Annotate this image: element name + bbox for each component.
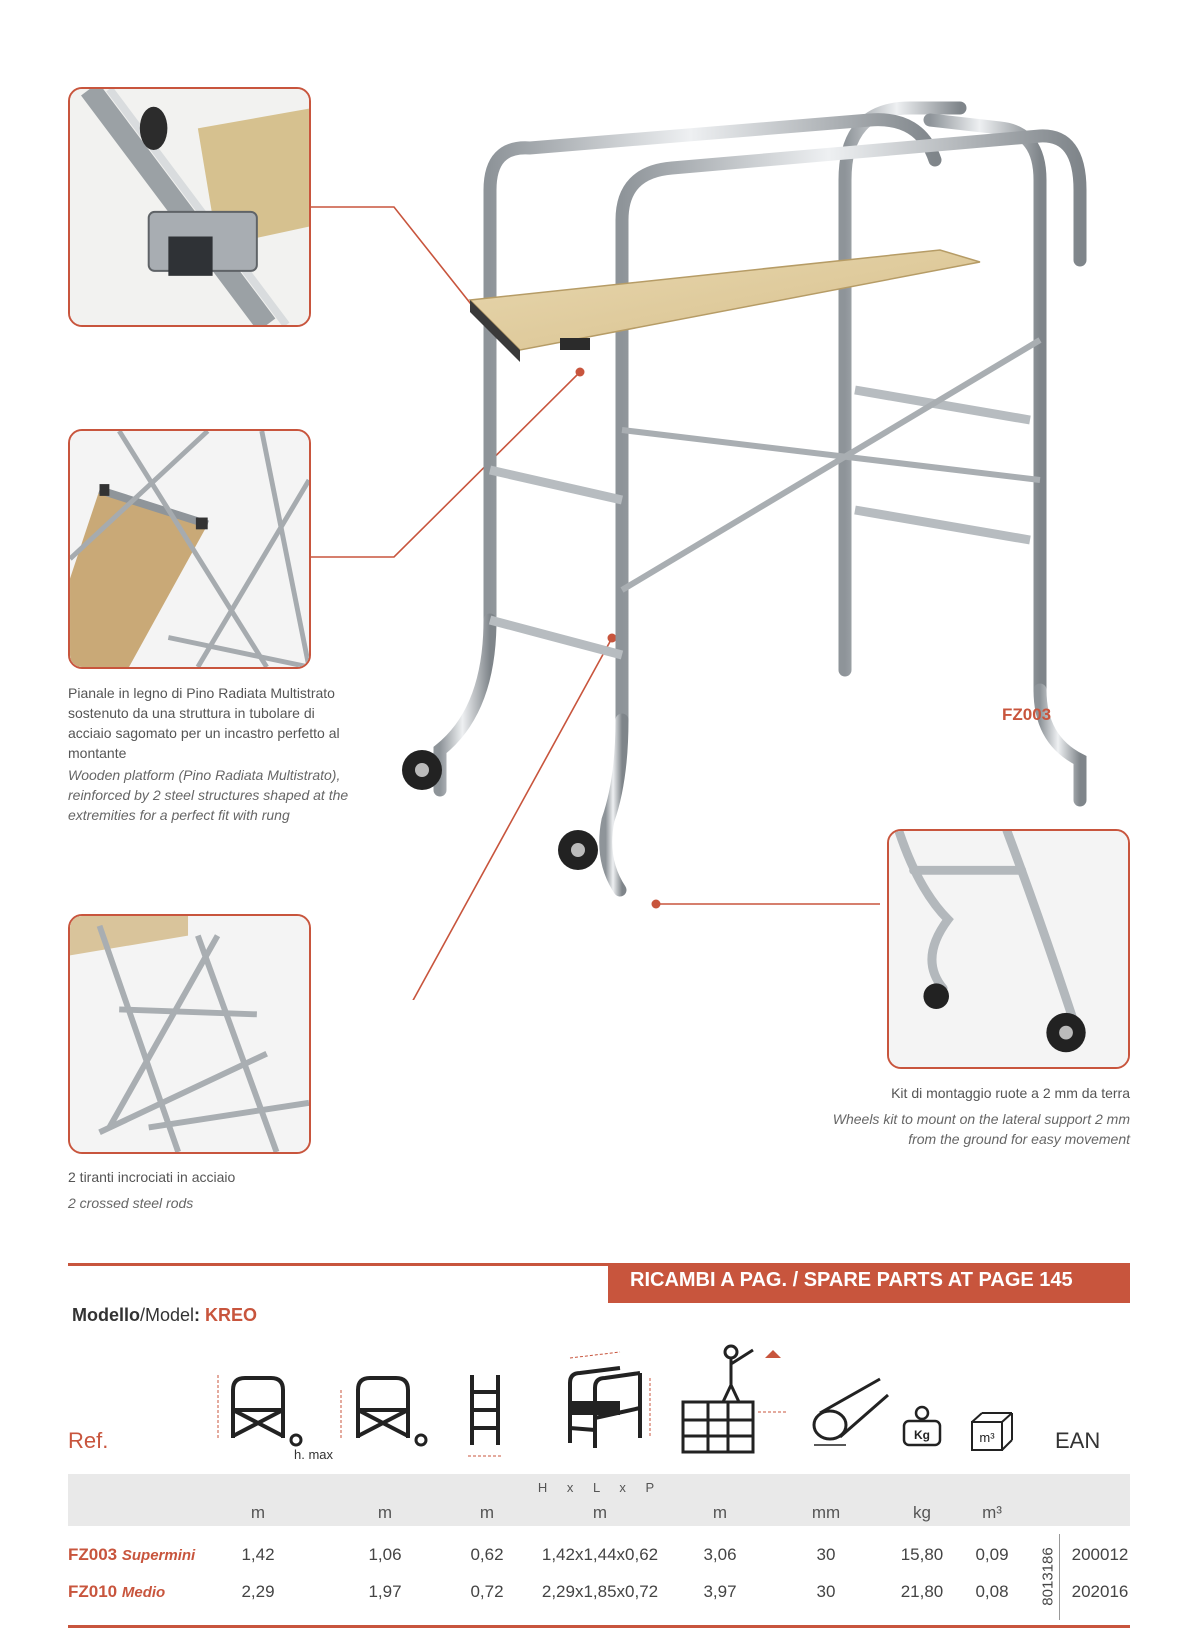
detail-image-wheels bbox=[887, 829, 1130, 1069]
cell-fz010-working-height: 3,97 bbox=[703, 1582, 737, 1601]
model-label: Modello bbox=[72, 1305, 140, 1325]
height-icon bbox=[333, 1370, 433, 1450]
dimension-header: H x L x P bbox=[537, 1480, 663, 1495]
scaffold-illustration bbox=[400, 100, 1100, 920]
cell-fz003-tube: 30 bbox=[816, 1545, 836, 1564]
height-max-icon bbox=[208, 1370, 308, 1450]
cell-fz010-height: 1,97 bbox=[368, 1582, 402, 1601]
model-line bbox=[72, 1305, 257, 1326]
cell-fz003-weight: 15,80 bbox=[900, 1545, 944, 1564]
cell-fz003-hmax: 1,42 bbox=[241, 1545, 275, 1564]
svg-text:Kg: Kg bbox=[914, 1428, 930, 1442]
dimensions-icon bbox=[560, 1348, 660, 1453]
tube-diameter-icon bbox=[810, 1375, 890, 1450]
unit-working-height: m bbox=[712, 1503, 728, 1522]
unit-height: m bbox=[377, 1503, 393, 1522]
caption-rods bbox=[68, 1167, 368, 1213]
cell-fz010-weight: 21,80 bbox=[900, 1582, 944, 1601]
unit-volume: m³ bbox=[982, 1503, 1002, 1522]
cell-fz010-ean: 202016 bbox=[1071, 1582, 1129, 1601]
weight-icon bbox=[900, 1405, 945, 1450]
width-icon bbox=[460, 1370, 510, 1465]
cell-fz010-hmax: 2,29 bbox=[241, 1582, 275, 1601]
unit-width: m bbox=[479, 1503, 495, 1522]
unit-weight: kg bbox=[913, 1503, 931, 1522]
caption-wheels-it: Kit di montaggio ruote a 2 mm da terra bbox=[891, 1085, 1130, 1101]
working-height-icon bbox=[673, 1340, 793, 1455]
cell-fz010-volume: 0,08 bbox=[975, 1582, 1009, 1601]
caption-wheels bbox=[760, 1083, 1130, 1149]
ean-prefix: 8013186 bbox=[1039, 1547, 1057, 1606]
caption-platform-en: Wooden platform (Pino Radiata Multistrato), reinforced by 2 steel structures shaped at the extremities for a perfect fit with rung bbox=[68, 767, 349, 823]
volume-icon bbox=[968, 1410, 1018, 1452]
cell-fz003-working-height: 3,06 bbox=[703, 1545, 737, 1564]
caption-wheels-en-2: from the ground for easy movement bbox=[908, 1131, 1130, 1147]
caption-wheels-en-1: Wheels kit to mount on the lateral support 2 mm bbox=[832, 1111, 1130, 1127]
hmax-label: h. max bbox=[294, 1447, 334, 1462]
cell-fz010-dimensions: 2,29x1,85x0,72 bbox=[541, 1582, 659, 1601]
cell-fz003-height: 1,06 bbox=[368, 1545, 402, 1564]
unit-dimensions: m bbox=[592, 1503, 608, 1522]
ean-divider bbox=[1059, 1534, 1060, 1620]
section-divider-bottom bbox=[68, 1625, 1130, 1628]
cell-fz003-ean: 200012 bbox=[1071, 1545, 1129, 1564]
model-colon: : bbox=[194, 1305, 201, 1325]
model-label-en: /Model bbox=[140, 1305, 195, 1325]
row-ref-fz010: FZ010 Medio bbox=[68, 1582, 166, 1601]
cell-fz010-tube: 30 bbox=[816, 1582, 836, 1601]
ref-label: Ref. bbox=[68, 1428, 109, 1453]
row-ref-fz003: FZ003 Supermini bbox=[68, 1545, 196, 1564]
caption-platform bbox=[68, 683, 358, 825]
unit-hmax: m bbox=[250, 1503, 266, 1522]
cell-fz003-width: 0,62 bbox=[470, 1545, 504, 1564]
model-name: KREO bbox=[205, 1305, 258, 1325]
detail-image-rods bbox=[68, 914, 311, 1154]
caption-platform-it: Pianale in legno di Pino Radiata Multistrato sostenuto da una struttura in tubolare di acciaio sagomato per un incastro perfetto al montante bbox=[68, 685, 340, 761]
caption-rods-en: 2 crossed steel rods bbox=[68, 1195, 194, 1211]
detail-image-platform bbox=[68, 429, 311, 669]
cell-fz003-volume: 0,09 bbox=[975, 1545, 1009, 1564]
ean-label: EAN bbox=[1055, 1428, 1101, 1453]
product-code: FZ003 bbox=[1002, 705, 1052, 724]
cell-fz003-dimensions: 1,42x1,44x0,62 bbox=[541, 1545, 659, 1564]
detail-image-clamp bbox=[68, 87, 311, 327]
cell-fz010-width: 0,72 bbox=[470, 1582, 504, 1601]
wheel-icon bbox=[402, 750, 598, 870]
svg-text:m³: m³ bbox=[979, 1430, 995, 1445]
caption-rods-it: 2 tiranti incrociati in acciaio bbox=[68, 1169, 236, 1185]
unit-tube: mm bbox=[811, 1503, 841, 1522]
spare-parts-banner: RICAMBI A PAG. / SPARE PARTS AT PAGE 145 bbox=[608, 1263, 1130, 1303]
